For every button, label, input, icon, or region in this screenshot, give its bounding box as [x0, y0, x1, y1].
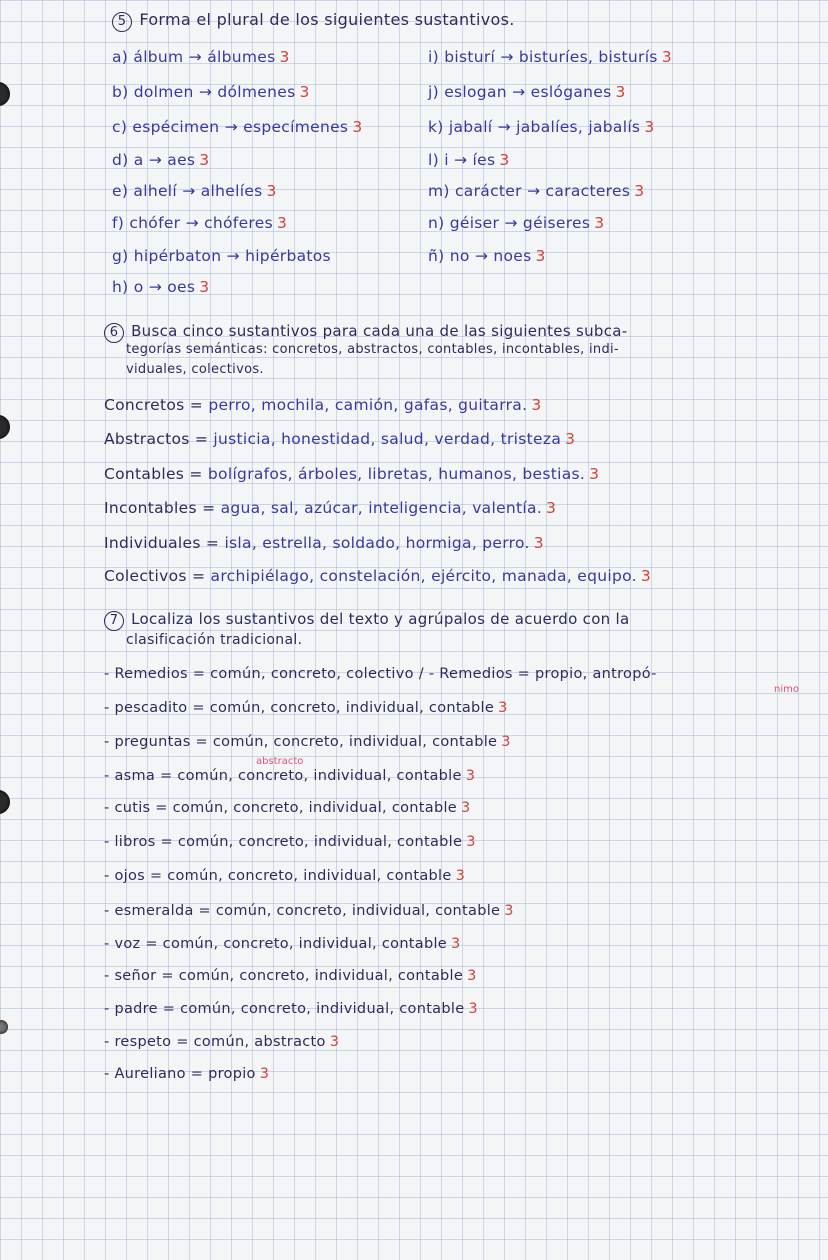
plural-item: d) a → aes 3	[112, 151, 210, 169]
exercise-6-title: 6 Busca cinco sustantivos para cada una de las siguientes subca-	[104, 322, 628, 343]
exercise-5-title: 5 Forma el plural de los siguientes sustantivos.	[112, 10, 515, 32]
plural-item: f) chófer → chóferes 3	[112, 214, 288, 232]
plural-item: m) carácter → caracteres 3	[428, 182, 645, 200]
noun-classification-row: - ojos = común, concreto, individual, contable 3	[104, 868, 466, 884]
plural-item: i) bisturí → bisturíes, bisturís 3	[428, 48, 672, 66]
noun-classification-row: - respeto = común, abstracto 3	[104, 1034, 340, 1050]
binder-hole	[0, 790, 10, 814]
noun-classification-row: - padre = común, concreto, individual, contable 3	[104, 1001, 478, 1017]
plural-item: e) alhelí → alhelíes 3	[112, 182, 277, 200]
plural-item: ñ) no → noes 3	[428, 247, 546, 265]
noun-classification-row: - Aureliano = propio 3	[104, 1066, 270, 1082]
correction-annotation: abstracto	[256, 756, 304, 767]
plural-item: j) eslogan → eslóganes 3	[428, 83, 626, 101]
exercise-6-title-line: viduales, colectivos.	[126, 362, 264, 377]
exercise-number: 7	[104, 611, 124, 631]
exercise-number: 6	[104, 323, 124, 343]
subcategory-row: Concretos = perro, mochila, camión, gafas, guitarra. 3	[104, 396, 542, 414]
exercise-number: 5	[112, 12, 132, 32]
plural-item: c) espécimen → especímenes 3	[112, 118, 363, 136]
subcategory-row: Colectivos = archipiélago, constelación, ejército, manada, equipo. 3	[104, 567, 652, 585]
noun-classification-row: - señor = común, concreto, individual, contable 3	[104, 968, 477, 984]
subcategory-row: Contables = bolígrafos, árboles, libretas, humanos, bestias. 3	[104, 465, 600, 483]
noun-classification-row: - Remedios = común, concreto, colectivo / - Remedios = propio, antropó-	[104, 666, 657, 682]
subcategory-row: Individuales = isla, estrella, soldado, hormiga, perro. 3	[104, 534, 544, 552]
annotation-continuation: nimo	[774, 684, 799, 695]
plural-item: h) o → oes 3	[112, 278, 210, 296]
noun-classification-row: - voz = común, concreto, individual, contable 3	[104, 936, 461, 952]
plural-item: n) géiser → géiseres 3	[428, 214, 605, 232]
exercise-7-title: 7 Localiza los sustantivos del texto y agrúpalos de acuerdo con la	[104, 610, 630, 631]
noun-classification-row: - asma = común, concreto, individual, contable 3	[104, 768, 476, 784]
noun-classification-row: - pescadito = común, concreto, individual, contable 3	[104, 700, 508, 716]
plural-item: g) hipérbaton → hipérbatos	[112, 247, 331, 265]
binder-hole	[0, 82, 10, 106]
subcategory-row: Incontables = agua, sal, azúcar, inteligencia, valentía. 3	[104, 499, 557, 517]
exercise-7-title-line: clasificación tradicional.	[126, 632, 303, 648]
binder-hole	[0, 415, 10, 439]
noun-classification-row: - esmeralda = común, concreto, individual, contable 3	[104, 903, 514, 919]
plural-item: l) i → íes 3	[428, 151, 510, 169]
plural-item: b) dolmen → dólmenes 3	[112, 83, 310, 101]
plural-item: k) jabalí → jabalíes, jabalís 3	[428, 118, 655, 136]
subcategory-row: Abstractos = justicia, honestidad, salud, verdad, tristeza 3	[104, 430, 576, 448]
plural-item: a) álbum → álbumes 3	[112, 48, 290, 66]
noun-classification-row: - cutis = común, concreto, individual, contable 3	[104, 800, 471, 816]
exercise-6-title-line: tegorías semánticas: concretos, abstractos, contables, incontables, indi-	[126, 342, 619, 357]
binder-hole	[0, 1020, 8, 1034]
noun-classification-row: - libros = común, concreto, individual, contable 3	[104, 834, 476, 850]
noun-classification-row: - preguntas = común, concreto, individual, contable 3	[104, 734, 511, 750]
